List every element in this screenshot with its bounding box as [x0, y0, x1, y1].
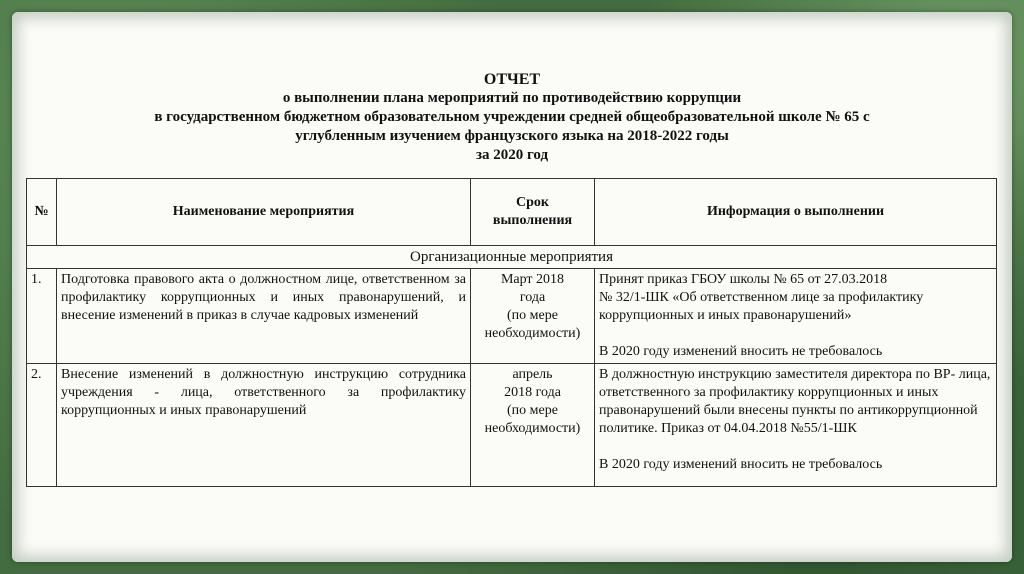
- header-info: Информация о выполнении: [595, 179, 997, 246]
- row-activity-name: Подготовка правового акта о должностном лице, ответственном за профилактику коррупционных и иных правонарушений, и внесение изменений в приказ в случае кадровых изменений: [57, 269, 471, 364]
- row-term-line: необходимости): [484, 326, 581, 341]
- row-activity-name: Внесение изменений в должностную инструкцию сотрудника учреждения - лица, ответственного за профилактику коррупционных и иных правонарушений: [57, 364, 471, 487]
- row-info: [595, 269, 997, 364]
- section-row: [27, 246, 997, 269]
- row-info-text: Принят приказ ГБОУ школы № 65 от 27.03.2018: [599, 272, 888, 287]
- report-heading: ОТЧЕТ: [483, 71, 541, 88]
- row-term-line: (по мере: [507, 403, 558, 418]
- row-term: [471, 269, 595, 364]
- report-table: [26, 178, 997, 487]
- report-subtitle-line-3: углубленным изучением французского языка на 2018-2022 годы: [295, 128, 729, 144]
- table-row: [27, 364, 997, 487]
- table-header-row: [27, 179, 997, 246]
- row-term: [471, 364, 595, 487]
- report-year: за 2020 год: [475, 147, 549, 163]
- row-term-line: года: [519, 290, 546, 305]
- header-name: Наименование мероприятия: [57, 179, 471, 246]
- header-num: №: [27, 179, 57, 246]
- row-term-line: Март 2018: [500, 272, 565, 287]
- row-info-text: № 32/1-ШК «Об ответственном лице за профилактику коррупционных и иных правонарушений»: [599, 290, 924, 323]
- row-info-text: В 2020 году изменений вносить не требовалось: [599, 344, 883, 359]
- row-term-line: необходимости): [484, 421, 581, 436]
- table-row: [27, 269, 997, 364]
- report-title-block: [0, 70, 1024, 165]
- row-number: 2.: [27, 364, 57, 487]
- header-term: Срок выполнения: [471, 179, 595, 246]
- report-subtitle-line-1: о выполнении плана мероприятий по противодействию коррупции: [282, 90, 742, 106]
- row-info: [595, 364, 997, 487]
- section-title: Организационные мероприятия: [27, 246, 997, 269]
- row-info-text: В должностную инструкцию заместителя директора по ВР- лица, ответственного за профилактику коррупционных и иных правонарушений были внесены пункты по антикоррупционной политике. Приказ от 04.04.2018 №55/1-ШК: [599, 367, 991, 436]
- row-info-text: В 2020 году изменений вносить не требовалось: [599, 457, 883, 472]
- row-term-line: (по мере: [507, 308, 558, 323]
- row-number: 1.: [27, 269, 57, 364]
- row-term-line: 2018 года: [504, 385, 561, 400]
- report-subtitle-line-2: в государственном бюджетном образовательном учреждении средней общеобразовательной школе № 65 с: [154, 109, 870, 125]
- row-term-line: апрель: [512, 367, 553, 382]
